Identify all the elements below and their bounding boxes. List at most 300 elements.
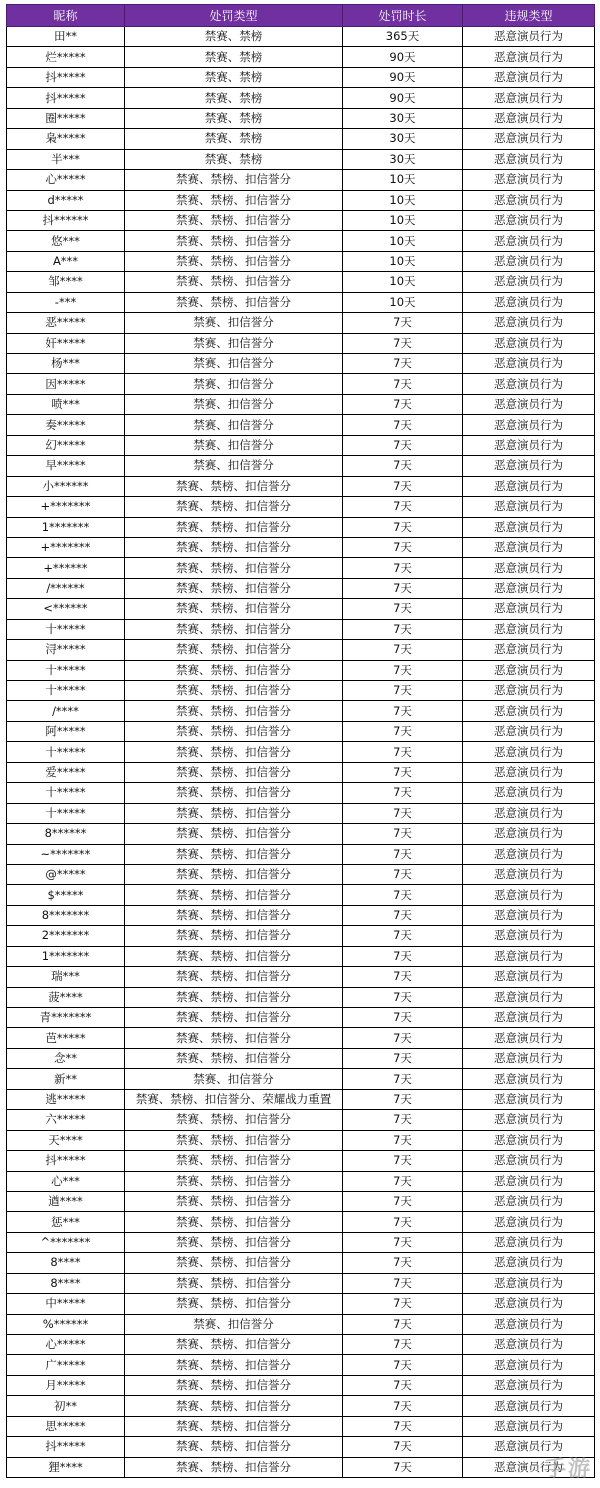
cell-nickname: 新** [7, 1069, 125, 1089]
cell-penalty-type: 禁赛、禁榜、扣信誉分 [125, 1355, 343, 1375]
cell-nickname: 十***** [7, 619, 125, 639]
cell-penalty-duration: 10天 [343, 231, 463, 251]
table-row [7, 313, 595, 333]
table-row [7, 1375, 595, 1395]
cell-penalty-type: 禁赛、禁榜、扣信誉分 [125, 1416, 343, 1436]
cell-nickname: 8**** [7, 1253, 125, 1273]
cell-nickname: 十***** [7, 660, 125, 680]
table-row [7, 926, 595, 946]
cell-penalty-type: 禁赛、禁榜、扣信誉分 [125, 1151, 343, 1171]
cell-penalty-duration: 7天 [343, 374, 463, 394]
cell-violation-type: 恶意演员行为 [463, 1212, 595, 1232]
cell-nickname: 阿***** [7, 721, 125, 741]
cell-penalty-type: 禁赛、扣信誉分 [125, 1069, 343, 1089]
cell-violation-type: 恶意演员行为 [463, 47, 595, 67]
header-violation-type: 违规类型 [463, 5, 595, 27]
table-row [7, 762, 595, 782]
cell-penalty-type: 禁赛、禁榜、扣信誉分 [125, 251, 343, 271]
cell-penalty-type: 禁赛、扣信誉分 [125, 354, 343, 374]
table-row [7, 599, 595, 619]
cell-violation-type: 恶意演员行为 [463, 1130, 595, 1150]
cell-nickname: 芭***** [7, 1028, 125, 1048]
cell-penalty-duration: 30天 [343, 108, 463, 128]
cell-penalty-duration: 7天 [343, 721, 463, 741]
cell-penalty-duration: 7天 [343, 1396, 463, 1416]
cell-violation-type: 恶意演员行为 [463, 844, 595, 864]
cell-penalty-duration: 7天 [343, 701, 463, 721]
cell-penalty-type: 禁赛、禁榜、扣信誉分 [125, 1335, 343, 1355]
cell-penalty-duration: 7天 [343, 660, 463, 680]
cell-penalty-duration: 7天 [343, 1028, 463, 1048]
cell-violation-type: 恶意演员行为 [463, 1416, 595, 1436]
cell-nickname: 2******* [7, 926, 125, 946]
cell-penalty-type: 禁赛、禁榜、扣信誉分 [125, 1171, 343, 1191]
table-row [7, 640, 595, 660]
cell-nickname: 小****** [7, 476, 125, 496]
cell-nickname: 心***** [7, 170, 125, 190]
table-row [7, 681, 595, 701]
cell-penalty-duration: 7天 [343, 844, 463, 864]
cell-penalty-duration: 7天 [343, 476, 463, 496]
table-row [7, 1253, 595, 1273]
cell-nickname: 逃***** [7, 1089, 125, 1109]
table-row [7, 476, 595, 496]
cell-penalty-type: 禁赛、禁榜、扣信誉分 [125, 1130, 343, 1150]
cell-penalty-duration: 30天 [343, 129, 463, 149]
cell-penalty-duration: 10天 [343, 251, 463, 271]
cell-penalty-type: 禁赛、禁榜、扣信誉分 [125, 558, 343, 578]
cell-violation-type: 恶意演员行为 [463, 681, 595, 701]
cell-violation-type: 恶意演员行为 [463, 640, 595, 660]
cell-penalty-type: 禁赛、禁榜、扣信誉分 [125, 1008, 343, 1028]
cell-penalty-type: 禁赛、禁榜、扣信誉分 [125, 476, 343, 496]
cell-nickname: 早***** [7, 456, 125, 476]
table-row [7, 844, 595, 864]
table-row [7, 1212, 595, 1232]
cell-penalty-duration: 7天 [343, 1191, 463, 1211]
table-row [7, 578, 595, 598]
watermark-logo: 手游 [543, 1457, 592, 1482]
cell-penalty-type: 禁赛、禁榜 [125, 149, 343, 169]
table-row [7, 1457, 595, 1477]
cell-penalty-type: 禁赛、禁榜、扣信誉分 [125, 864, 343, 884]
cell-violation-type: 恶意演员行为 [463, 149, 595, 169]
cell-penalty-type: 禁赛、禁榜、扣信誉分 [125, 681, 343, 701]
cell-penalty-duration: 7天 [343, 1273, 463, 1293]
cell-penalty-duration: 7天 [343, 1048, 463, 1068]
cell-penalty-type: 禁赛、禁榜、扣信誉分 [125, 537, 343, 557]
table-row [7, 1294, 595, 1314]
cell-penalty-duration: 7天 [343, 885, 463, 905]
cell-penalty-type: 禁赛、禁榜、扣信誉分 [125, 1028, 343, 1048]
cell-penalty-duration: 7天 [343, 987, 463, 1007]
cell-nickname: 心***** [7, 1335, 125, 1355]
table-row [7, 1171, 595, 1191]
cell-penalty-type: 禁赛、禁榜、扣信誉分 [125, 517, 343, 537]
cell-penalty-type: 禁赛、禁榜、扣信誉分 [125, 946, 343, 966]
cell-penalty-duration: 7天 [343, 783, 463, 803]
cell-violation-type: 恶意演员行为 [463, 1171, 595, 1191]
header-penalty-type: 处罚类型 [125, 5, 343, 27]
cell-violation-type: 恶意演员行为 [463, 333, 595, 353]
cell-nickname: 狸**** [7, 1457, 125, 1477]
cell-penalty-duration: 7天 [343, 497, 463, 517]
cell-violation-type: 恶意演员行为 [463, 170, 595, 190]
cell-nickname: 抖***** [7, 1151, 125, 1171]
table-row [7, 660, 595, 680]
cell-violation-type: 恶意演员行为 [463, 864, 595, 884]
cell-nickname: 8**** [7, 1273, 125, 1293]
table-header [7, 5, 595, 27]
cell-penalty-type: 禁赛、禁榜 [125, 47, 343, 67]
cell-penalty-type: 禁赛、禁榜、扣信誉分 [125, 210, 343, 230]
cell-nickname: 十***** [7, 742, 125, 762]
cell-penalty-type: 禁赛、禁榜、扣信誉分 [125, 1457, 343, 1477]
cell-nickname: 广***** [7, 1355, 125, 1375]
table-row [7, 415, 595, 435]
cell-penalty-type: 禁赛、禁榜、扣信誉分 [125, 721, 343, 741]
cell-nickname: 杨*** [7, 354, 125, 374]
cell-penalty-duration: 7天 [343, 864, 463, 884]
table-row [7, 272, 595, 292]
cell-nickname: @***** [7, 864, 125, 884]
table-row [7, 619, 595, 639]
table-body [7, 27, 595, 1478]
table-row [7, 517, 595, 537]
table-row [7, 333, 595, 353]
cell-penalty-duration: 10天 [343, 190, 463, 210]
cell-violation-type: 恶意演员行为 [463, 190, 595, 210]
cell-penalty-type: 禁赛、禁榜、扣信誉分 [125, 1273, 343, 1293]
cell-penalty-type: 禁赛、禁榜、扣信誉分 [125, 844, 343, 864]
cell-nickname: +******* [7, 497, 125, 517]
table-row [7, 456, 595, 476]
table-row [7, 783, 595, 803]
table-row [7, 1232, 595, 1252]
cell-penalty-type: 禁赛、禁榜、扣信誉分 [125, 967, 343, 987]
cell-penalty-duration: 7天 [343, 599, 463, 619]
cell-penalty-type: 禁赛、禁榜、扣信誉分 [125, 803, 343, 823]
cell-violation-type: 恶意演员行为 [463, 619, 595, 639]
cell-penalty-type: 禁赛、禁榜、扣信誉分 [125, 231, 343, 251]
cell-penalty-type: 禁赛、禁榜 [125, 67, 343, 87]
header-nickname: 昵称 [7, 5, 125, 27]
cell-penalty-duration: 7天 [343, 742, 463, 762]
cell-penalty-duration: 7天 [343, 762, 463, 782]
cell-penalty-type: 禁赛、扣信誉分 [125, 394, 343, 414]
table-row [7, 987, 595, 1007]
cell-nickname: 心*** [7, 1171, 125, 1191]
table-row [7, 1130, 595, 1150]
cell-nickname: 奏***** [7, 415, 125, 435]
cell-violation-type: 恶意演员行为 [463, 1008, 595, 1028]
cell-nickname: 抖***** [7, 1437, 125, 1457]
table-row [7, 946, 595, 966]
cell-violation-type: 恶意演员行为 [463, 742, 595, 762]
cell-violation-type: 恶意演员行为 [463, 129, 595, 149]
cell-penalty-duration: 7天 [343, 1151, 463, 1171]
cell-penalty-duration: 30天 [343, 149, 463, 169]
cell-nickname: 半*** [7, 149, 125, 169]
cell-penalty-type: 禁赛、扣信誉分 [125, 435, 343, 455]
cell-nickname: 十***** [7, 681, 125, 701]
cell-penalty-duration: 7天 [343, 313, 463, 333]
cell-violation-type: 恶意演员行为 [463, 1069, 595, 1089]
header-row [7, 5, 595, 27]
cell-violation-type: 恶意演员行为 [463, 1437, 595, 1457]
cell-penalty-duration: 7天 [343, 1457, 463, 1477]
cell-violation-type: 恶意演员行为 [463, 926, 595, 946]
cell-violation-type: 恶意演员行为 [463, 1457, 595, 1477]
cell-nickname: A*** [7, 251, 125, 271]
cell-penalty-duration: 7天 [343, 1253, 463, 1273]
table-row [7, 129, 595, 149]
table-row [7, 231, 595, 251]
cell-violation-type: 恶意演员行为 [463, 1028, 595, 1048]
cell-nickname: 天**** [7, 1130, 125, 1150]
cell-penalty-duration: 7天 [343, 1212, 463, 1232]
cell-penalty-duration: 365天 [343, 27, 463, 47]
cell-penalty-type: 禁赛、禁榜、扣信誉分 [125, 190, 343, 210]
cell-penalty-duration: 7天 [343, 1375, 463, 1395]
table-row [7, 1028, 595, 1048]
cell-penalty-duration: 90天 [343, 88, 463, 108]
cell-penalty-duration: 7天 [343, 1069, 463, 1089]
cell-penalty-duration: 10天 [343, 292, 463, 312]
cell-penalty-duration: 7天 [343, 456, 463, 476]
cell-penalty-type: 禁赛、禁榜、扣信誉分 [125, 701, 343, 721]
cell-nickname: 六***** [7, 1110, 125, 1130]
cell-penalty-duration: 7天 [343, 824, 463, 844]
cell-violation-type: 恶意演员行为 [463, 762, 595, 782]
table-row [7, 701, 595, 721]
cell-penalty-duration: 7天 [343, 681, 463, 701]
cell-penalty-type: 禁赛、禁榜 [125, 27, 343, 47]
cell-penalty-duration: 7天 [343, 1110, 463, 1130]
cell-penalty-duration: 7天 [343, 1437, 463, 1457]
cell-violation-type: 恶意演员行为 [463, 721, 595, 741]
table-row [7, 497, 595, 517]
cell-penalty-type: 禁赛、禁榜、扣信誉分 [125, 660, 343, 680]
table-row [7, 108, 595, 128]
cell-penalty-type: 禁赛、禁榜、扣信誉分 [125, 1375, 343, 1395]
cell-violation-type: 恶意演员行为 [463, 1273, 595, 1293]
cell-penalty-duration: 10天 [343, 210, 463, 230]
table-row [7, 435, 595, 455]
cell-violation-type: 恶意演员行为 [463, 660, 595, 680]
cell-nickname: 思***** [7, 1416, 125, 1436]
cell-nickname: 中***** [7, 1294, 125, 1314]
cell-penalty-duration: 7天 [343, 517, 463, 537]
cell-penalty-type: 禁赛、禁榜、扣信誉分 [125, 1294, 343, 1314]
table-row [7, 824, 595, 844]
cell-violation-type: 恶意演员行为 [463, 599, 595, 619]
cell-penalty-type: 禁赛、扣信誉分 [125, 415, 343, 435]
cell-violation-type: 恶意演员行为 [463, 210, 595, 230]
cell-nickname: 遒**** [7, 1191, 125, 1211]
cell-penalty-duration: 7天 [343, 435, 463, 455]
cell-penalty-duration: 7天 [343, 640, 463, 660]
cell-nickname: 奸***** [7, 333, 125, 353]
cell-penalty-type: 禁赛、禁榜、扣信誉分 [125, 272, 343, 292]
cell-penalty-type: 禁赛、禁榜、扣信誉分 [125, 170, 343, 190]
cell-violation-type: 恶意演员行为 [463, 1110, 595, 1130]
cell-penalty-duration: 7天 [343, 1355, 463, 1375]
cell-penalty-duration: 7天 [343, 1232, 463, 1252]
cell-nickname: 枭***** [7, 129, 125, 149]
cell-violation-type: 恶意演员行为 [463, 1232, 595, 1252]
cell-violation-type: 恶意演员行为 [463, 946, 595, 966]
table-row [7, 251, 595, 271]
table-row [7, 967, 595, 987]
cell-violation-type: 恶意演员行为 [463, 67, 595, 87]
cell-penalty-duration: 10天 [343, 272, 463, 292]
cell-nickname: 8******* [7, 905, 125, 925]
table-row [7, 1396, 595, 1416]
cell-penalty-type: 禁赛、禁榜、扣信誉分 [125, 1212, 343, 1232]
cell-penalty-type: 禁赛、禁榜、扣信誉分 [125, 1232, 343, 1252]
cell-violation-type: 恶意演员行为 [463, 1151, 595, 1171]
cell-violation-type: 恶意演员行为 [463, 824, 595, 844]
table-row [7, 47, 595, 67]
cell-nickname: 1******* [7, 517, 125, 537]
cell-penalty-duration: 7天 [343, 1335, 463, 1355]
cell-nickname: +******* [7, 537, 125, 557]
cell-penalty-type: 禁赛、禁榜、扣信誉分 [125, 1253, 343, 1273]
cell-penalty-duration: 90天 [343, 67, 463, 87]
cell-penalty-type: 禁赛、禁榜、扣信誉分 [125, 1110, 343, 1130]
cell-penalty-duration: 7天 [343, 1171, 463, 1191]
table-row [7, 149, 595, 169]
cell-violation-type: 恶意演员行为 [463, 88, 595, 108]
cell-nickname: 念** [7, 1048, 125, 1068]
cell-penalty-type: 禁赛、禁榜、扣信誉分 [125, 824, 343, 844]
cell-violation-type: 恶意演员行为 [463, 1335, 595, 1355]
cell-penalty-duration: 7天 [343, 1416, 463, 1436]
cell-penalty-type: 禁赛、禁榜、扣信誉分 [125, 1191, 343, 1211]
cell-nickname: 田** [7, 27, 125, 47]
cell-nickname: 1******* [7, 946, 125, 966]
table-row [7, 1437, 595, 1457]
cell-nickname: $***** [7, 885, 125, 905]
cell-violation-type: 恶意演员行为 [463, 1314, 595, 1334]
cell-violation-type: 恶意演员行为 [463, 1253, 595, 1273]
cell-violation-type: 恶意演员行为 [463, 1355, 595, 1375]
cell-penalty-type: 禁赛、禁榜、扣信誉分 [125, 619, 343, 639]
cell-nickname: ~******* [7, 844, 125, 864]
cell-nickname: 浔***** [7, 640, 125, 660]
cell-penalty-type: 禁赛、禁榜、扣信誉分 [125, 905, 343, 925]
cell-nickname: 喷*** [7, 394, 125, 414]
cell-nickname: 青******* [7, 1008, 125, 1028]
cell-penalty-duration: 7天 [343, 1089, 463, 1109]
cell-penalty-duration: 7天 [343, 558, 463, 578]
cell-violation-type: 恶意演员行为 [463, 1375, 595, 1395]
penalty-table-container [6, 4, 594, 1478]
cell-violation-type: 恶意演员行为 [463, 1048, 595, 1068]
cell-violation-type: 恶意演员行为 [463, 231, 595, 251]
cell-penalty-type: 禁赛、禁榜、扣信誉分 [125, 640, 343, 660]
cell-penalty-type: 禁赛、禁榜、扣信誉分 [125, 987, 343, 1007]
cell-nickname: ^******* [7, 1232, 125, 1252]
cell-violation-type: 恶意演员行为 [463, 394, 595, 414]
cell-penalty-type: 禁赛、扣信誉分 [125, 456, 343, 476]
cell-violation-type: 恶意演员行为 [463, 885, 595, 905]
table-row [7, 537, 595, 557]
cell-nickname: d***** [7, 190, 125, 210]
cell-penalty-type: 禁赛、禁榜 [125, 129, 343, 149]
cell-nickname: 初** [7, 1396, 125, 1416]
cell-penalty-duration: 10天 [343, 170, 463, 190]
cell-violation-type: 恶意演员行为 [463, 537, 595, 557]
table-row [7, 905, 595, 925]
cell-violation-type: 恶意演员行为 [463, 476, 595, 496]
cell-nickname: 抖****** [7, 210, 125, 230]
cell-penalty-type: 禁赛、禁榜、扣信誉分 [125, 742, 343, 762]
cell-penalty-duration: 7天 [343, 1294, 463, 1314]
table-row [7, 742, 595, 762]
cell-penalty-duration: 7天 [343, 946, 463, 966]
cell-violation-type: 恶意演员行为 [463, 435, 595, 455]
table-row [7, 1008, 595, 1028]
cell-nickname: 菠**** [7, 987, 125, 1007]
cell-penalty-type: 禁赛、禁榜、扣信誉分 [125, 762, 343, 782]
cell-nickname: 十***** [7, 783, 125, 803]
cell-violation-type: 恶意演员行为 [463, 313, 595, 333]
cell-penalty-type: 禁赛、禁榜、扣信誉分 [125, 885, 343, 905]
cell-penalty-type: 禁赛、禁榜、扣信誉分 [125, 599, 343, 619]
cell-penalty-duration: 7天 [343, 619, 463, 639]
cell-penalty-duration: 90天 [343, 47, 463, 67]
cell-penalty-type: 禁赛、禁榜、扣信誉分、荣耀战力重置 [125, 1089, 343, 1109]
cell-nickname: 爱***** [7, 762, 125, 782]
cell-nickname: 抖***** [7, 67, 125, 87]
cell-penalty-duration: 7天 [343, 905, 463, 925]
cell-penalty-duration: 7天 [343, 803, 463, 823]
cell-penalty-duration: 7天 [343, 415, 463, 435]
cell-violation-type: 恶意演员行为 [463, 701, 595, 721]
cell-nickname: %****** [7, 1314, 125, 1334]
cell-penalty-duration: 7天 [343, 333, 463, 353]
cell-nickname: <****** [7, 599, 125, 619]
table-row [7, 394, 595, 414]
cell-violation-type: 恶意演员行为 [463, 108, 595, 128]
table-row [7, 210, 595, 230]
cell-violation-type: 恶意演员行为 [463, 415, 595, 435]
table-row [7, 1191, 595, 1211]
cell-nickname: -*** [7, 292, 125, 312]
cell-violation-type: 恶意演员行为 [463, 272, 595, 292]
table-row [7, 27, 595, 47]
cell-penalty-type: 禁赛、扣信誉分 [125, 374, 343, 394]
table-row [7, 1069, 595, 1089]
cell-penalty-duration: 7天 [343, 1314, 463, 1334]
cell-penalty-type: 禁赛、禁榜、扣信誉分 [125, 783, 343, 803]
table-row [7, 721, 595, 741]
cell-nickname: 圈***** [7, 108, 125, 128]
cell-penalty-type: 禁赛、禁榜、扣信誉分 [125, 1048, 343, 1068]
cell-violation-type: 恶意演员行为 [463, 1089, 595, 1109]
cell-violation-type: 恶意演员行为 [463, 987, 595, 1007]
header-penalty-duration: 处罚时长 [343, 5, 463, 27]
cell-penalty-type: 禁赛、扣信誉分 [125, 333, 343, 353]
table-row [7, 1110, 595, 1130]
table-row [7, 88, 595, 108]
cell-violation-type: 恶意演员行为 [463, 558, 595, 578]
cell-penalty-duration: 7天 [343, 354, 463, 374]
cell-nickname: 悠*** [7, 231, 125, 251]
cell-violation-type: 恶意演员行为 [463, 517, 595, 537]
